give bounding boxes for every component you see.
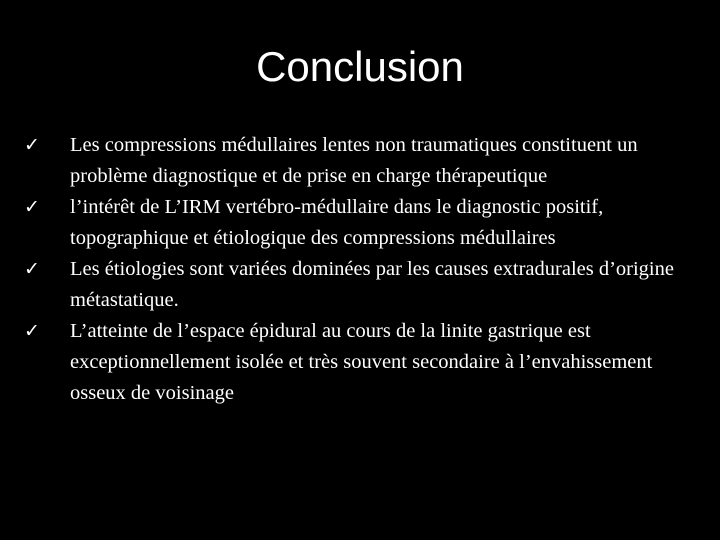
bullet-item [22,192,702,254]
bullet-item [22,316,702,409]
slide-title: Conclusion [256,43,464,90]
bullet-text: l’intérêt de L’IRM vertébro-médullaire dans le diagnostic positif, topographique et étiologique des compressions médullaires [70,196,604,249]
check-mark-icon: ✓ [24,258,40,280]
bullet-item [22,254,702,316]
bullet-text: L’atteinte de l’espace épidural au cours de la linite gastrique est exceptionnellement isolée et très souvent secondaire à l’envahissement osseux de voisinage [70,320,653,404]
bullet-item [22,130,702,192]
check-mark-icon: ✓ [24,320,40,342]
bullet-text: Les étiologies sont variées dominées par les causes extradurales d’origine métastatique. [70,258,674,311]
check-mark-icon: ✓ [24,134,40,156]
bullet-text: Les compressions médullaires lentes non traumatiques constituent un problème diagnostique et de prise en charge thérapeutique [70,134,638,187]
bullet-list [22,130,702,409]
check-mark-icon: ✓ [24,196,40,218]
